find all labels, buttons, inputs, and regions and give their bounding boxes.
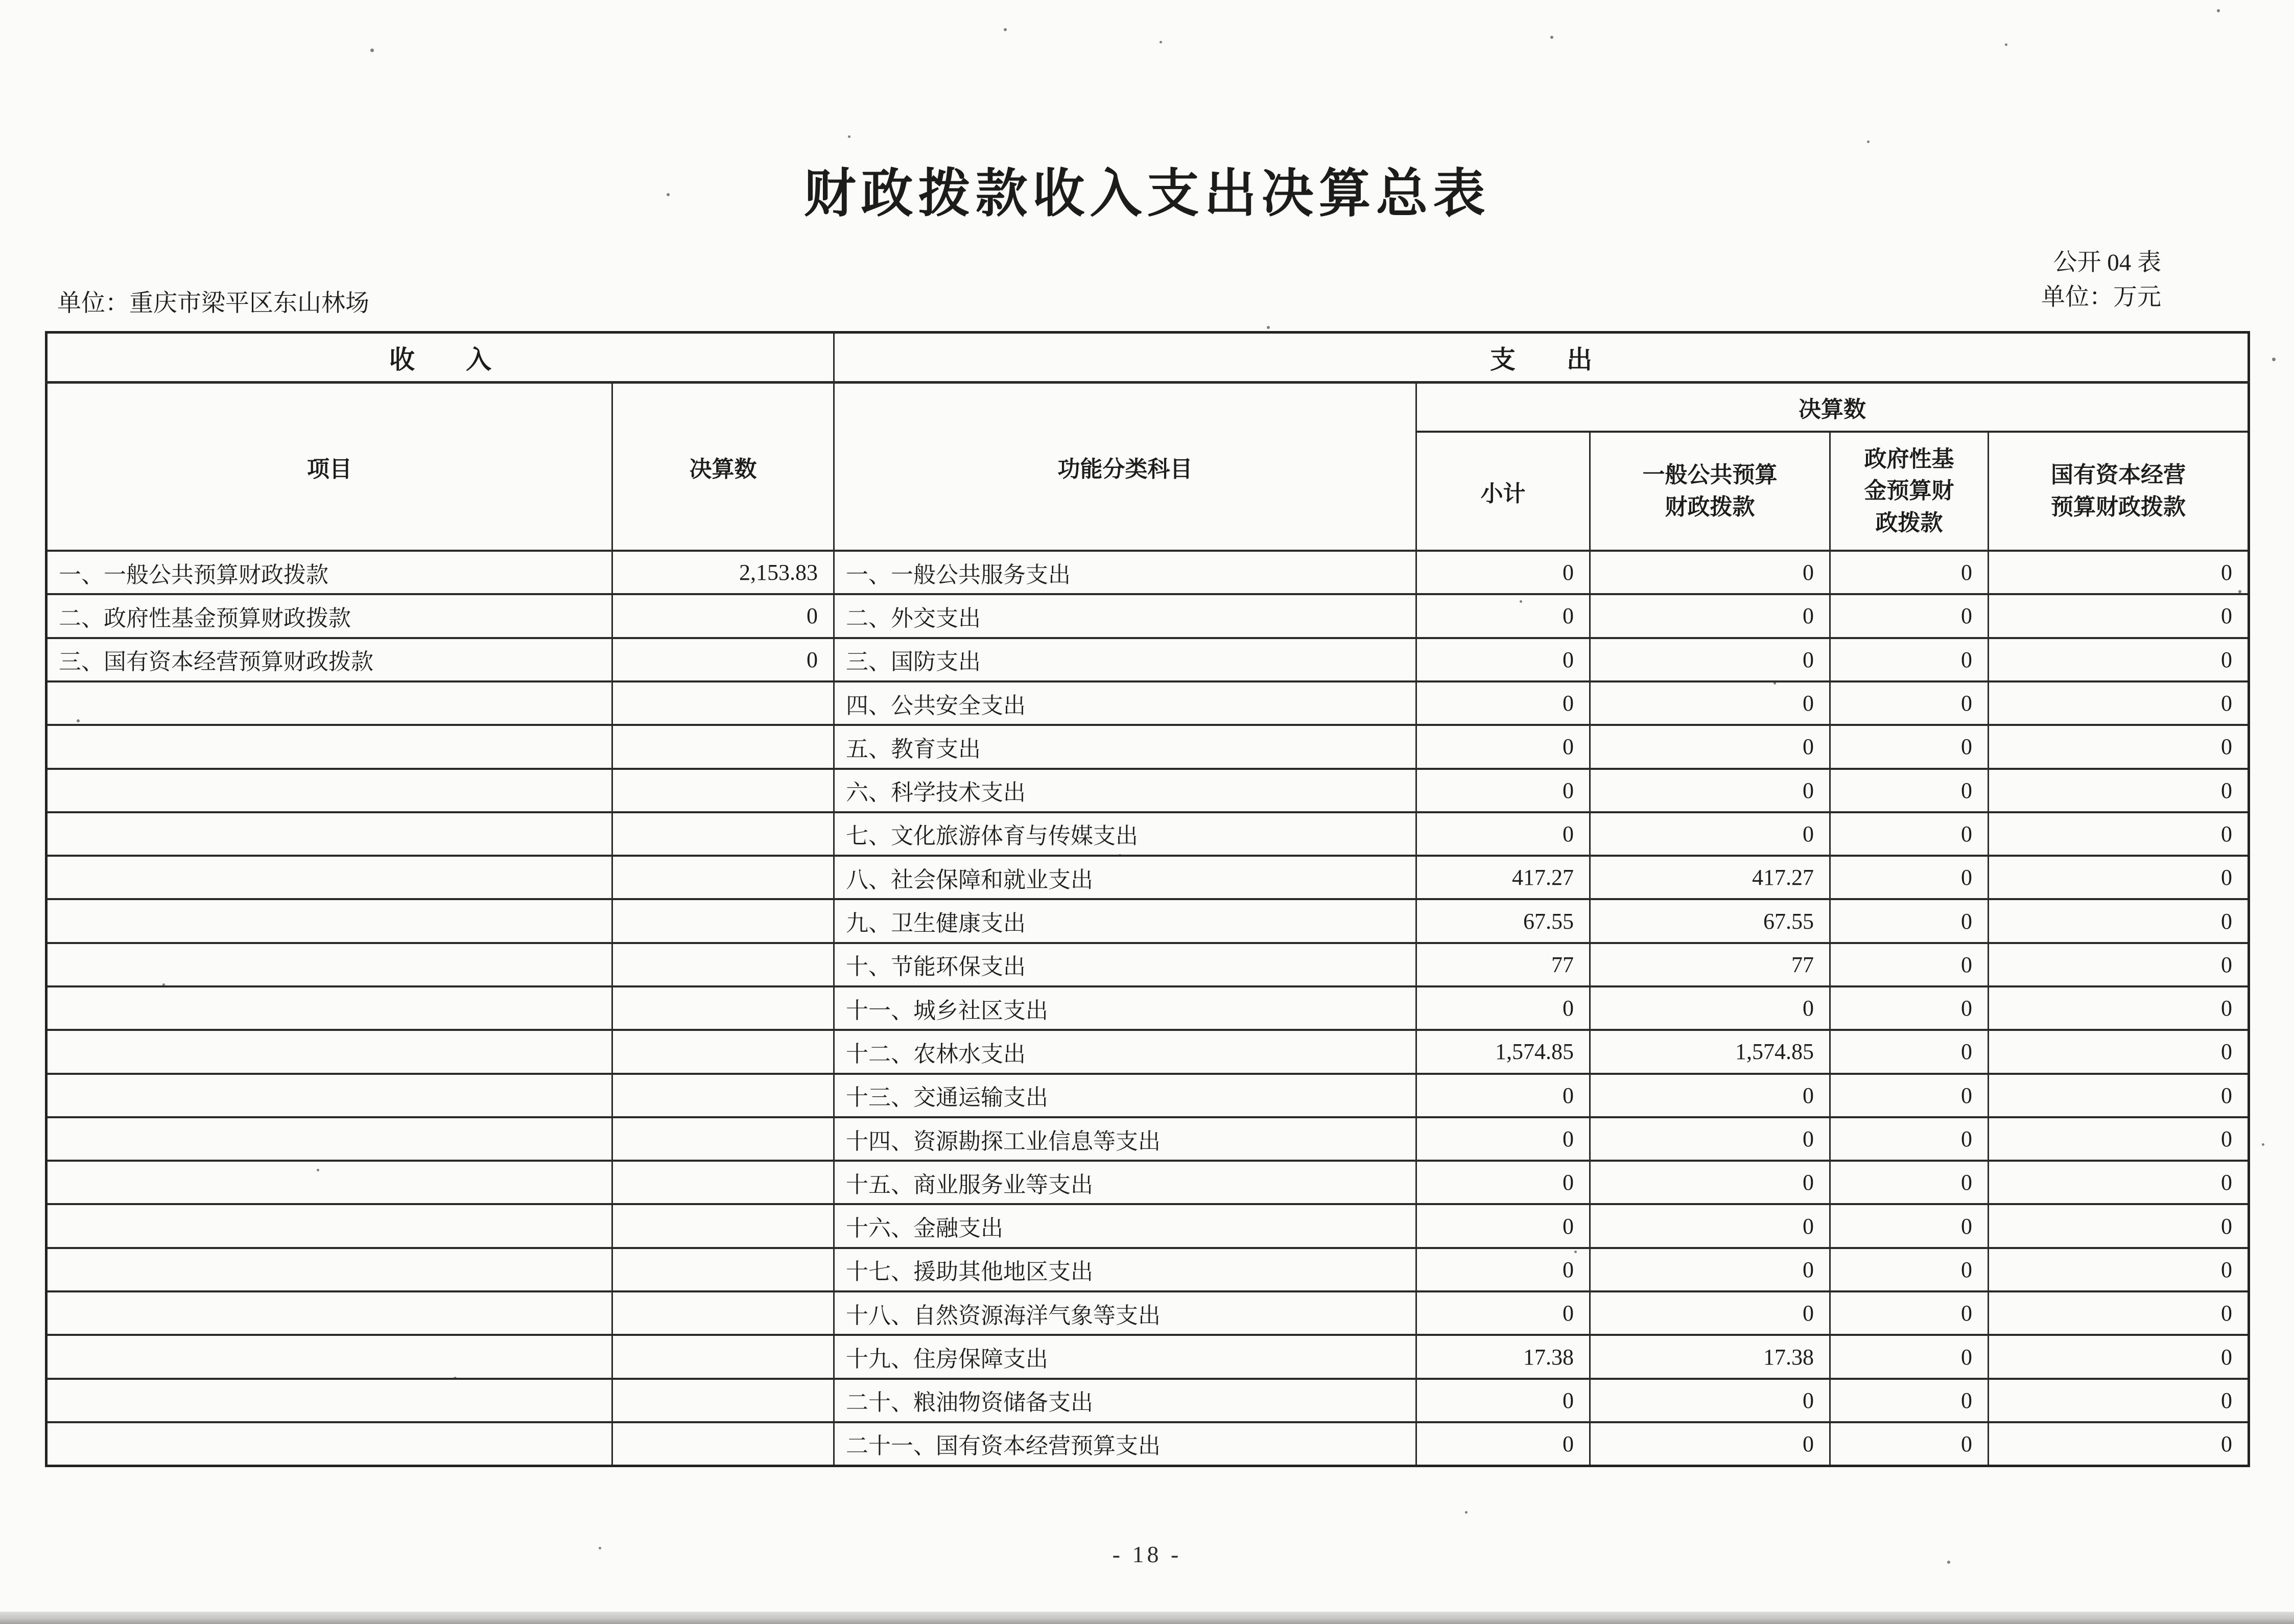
col-header-income-item: 项目 bbox=[46, 383, 612, 551]
income-amount bbox=[612, 1074, 834, 1117]
expense-statecap: 0 bbox=[1989, 856, 2249, 899]
income-amount bbox=[612, 943, 834, 986]
expense-item: 十二、农林水支出 bbox=[834, 1030, 1416, 1073]
expense-statecap: 0 bbox=[1989, 899, 2249, 943]
expense-subtotal: 417.27 bbox=[1416, 856, 1590, 899]
expense-item: 三、国防支出 bbox=[834, 638, 1416, 681]
expense-item: 十六、金融支出 bbox=[834, 1204, 1416, 1248]
expense-subtotal: 0 bbox=[1416, 812, 1590, 856]
expense-govfund: 0 bbox=[1830, 681, 1989, 725]
income-item bbox=[46, 725, 612, 768]
table-row bbox=[46, 1161, 2249, 1204]
expense-item: 八、社会保障和就业支出 bbox=[834, 856, 1416, 899]
expense-govfund: 0 bbox=[1830, 1379, 1989, 1422]
table-row bbox=[46, 856, 2249, 899]
unit-name-label: 单位：重庆市梁平区东山林场 bbox=[57, 290, 369, 317]
col-header-gov-fund: 政府性基金预算财政拨款 bbox=[1830, 432, 1989, 551]
income-amount bbox=[612, 1248, 834, 1291]
expense-general: 0 bbox=[1590, 1422, 1830, 1466]
income-item: 三、国有资本经营预算财政拨款 bbox=[46, 638, 612, 681]
expense-statecap: 0 bbox=[1989, 769, 2249, 812]
expense-govfund: 0 bbox=[1830, 1248, 1989, 1291]
income-amount bbox=[612, 899, 834, 943]
expense-statecap: 0 bbox=[1989, 1335, 2249, 1378]
table-row bbox=[46, 681, 2249, 725]
expense-govfund: 0 bbox=[1830, 769, 1989, 812]
expense-statecap: 0 bbox=[1989, 1074, 2249, 1117]
income-item bbox=[46, 769, 612, 812]
table-row bbox=[46, 1117, 2249, 1161]
income-item bbox=[46, 1248, 612, 1291]
expense-statecap: 0 bbox=[1989, 943, 2249, 986]
expense-general: 0 bbox=[1590, 1248, 1830, 1291]
expense-general: 0 bbox=[1590, 986, 1830, 1030]
expense-item: 十九、住房保障支出 bbox=[834, 1335, 1416, 1378]
expense-subtotal: 0 bbox=[1416, 1204, 1590, 1248]
expense-statecap: 0 bbox=[1989, 1161, 2249, 1204]
table-row bbox=[46, 812, 2249, 856]
table-row bbox=[46, 1422, 2249, 1466]
expense-general: 0 bbox=[1590, 551, 1830, 594]
expense-item: 二十一、国有资本经营预算支出 bbox=[834, 1422, 1416, 1466]
col-header-subtotal: 小计 bbox=[1416, 432, 1590, 551]
col-header-state-capital: 国有资本经营预算财政拨款 bbox=[1989, 432, 2249, 551]
expense-statecap: 0 bbox=[1989, 681, 2249, 725]
expense-statecap: 0 bbox=[1989, 1248, 2249, 1291]
expense-govfund: 0 bbox=[1830, 1117, 1989, 1161]
expense-statecap: 0 bbox=[1989, 1422, 2249, 1466]
income-item bbox=[46, 1117, 612, 1161]
income-amount bbox=[612, 812, 834, 856]
expense-statecap: 0 bbox=[1989, 594, 2249, 638]
income-item bbox=[46, 1161, 612, 1204]
section-header-row bbox=[46, 333, 2249, 383]
col-header-expense-amount-group: 决算数 bbox=[1416, 383, 2249, 432]
expense-item: 四、公共安全支出 bbox=[834, 681, 1416, 725]
table-row bbox=[46, 1030, 2249, 1073]
income-item: 一、一般公共预算财政拨款 bbox=[46, 551, 612, 594]
expense-subtotal: 77 bbox=[1416, 943, 1590, 986]
expense-subtotal: 0 bbox=[1416, 769, 1590, 812]
income-amount bbox=[612, 856, 834, 899]
expense-subtotal: 0 bbox=[1416, 725, 1590, 768]
expense-statecap: 0 bbox=[1989, 812, 2249, 856]
income-amount bbox=[612, 1204, 834, 1248]
expense-statecap: 0 bbox=[1989, 1379, 2249, 1422]
expense-item: 七、文化旅游体育与传媒支出 bbox=[834, 812, 1416, 856]
expense-subtotal: 0 bbox=[1416, 1379, 1590, 1422]
table-row bbox=[46, 769, 2249, 812]
income-item bbox=[46, 1335, 612, 1378]
column-header-row bbox=[46, 383, 2249, 432]
expense-statecap: 0 bbox=[1989, 1204, 2249, 1248]
expense-govfund: 0 bbox=[1830, 1291, 1989, 1335]
income-item bbox=[46, 812, 612, 856]
income-section-header: 收 入 bbox=[46, 333, 834, 383]
fiscal-appropriation-table bbox=[45, 331, 2250, 1467]
expense-item: 一、一般公共服务支出 bbox=[834, 551, 1416, 594]
expense-statecap: 0 bbox=[1989, 1030, 2249, 1073]
expense-general: 0 bbox=[1590, 1204, 1830, 1248]
expense-govfund: 0 bbox=[1830, 1161, 1989, 1204]
expense-item: 五、教育支出 bbox=[834, 725, 1416, 768]
expense-general: 0 bbox=[1590, 1074, 1830, 1117]
income-amount bbox=[612, 1030, 834, 1073]
table-row bbox=[46, 1291, 2249, 1335]
income-amount bbox=[612, 1117, 834, 1161]
expense-statecap: 0 bbox=[1989, 551, 2249, 594]
expense-item: 九、卫生健康支出 bbox=[834, 899, 1416, 943]
table-row bbox=[46, 1379, 2249, 1422]
income-item bbox=[46, 1204, 612, 1248]
table-row bbox=[46, 594, 2249, 638]
expense-subtotal: 0 bbox=[1416, 1422, 1590, 1466]
expense-item: 十五、商业服务业等支出 bbox=[834, 1161, 1416, 1204]
expense-govfund: 0 bbox=[1830, 943, 1989, 986]
table-meta bbox=[2041, 245, 2161, 315]
currency-unit-note: 单位：万元 bbox=[2041, 284, 2161, 311]
expense-item: 十八、自然资源海洋气象等支出 bbox=[834, 1291, 1416, 1335]
income-item bbox=[46, 681, 612, 725]
table-row bbox=[46, 1335, 2249, 1378]
expense-subtotal: 0 bbox=[1416, 551, 1590, 594]
expense-general: 0 bbox=[1590, 1117, 1830, 1161]
expense-subtotal: 0 bbox=[1416, 1161, 1590, 1204]
income-item bbox=[46, 986, 612, 1030]
expense-govfund: 0 bbox=[1830, 551, 1989, 594]
expense-general: 0 bbox=[1590, 812, 1830, 856]
expense-statecap: 0 bbox=[1989, 1291, 2249, 1335]
expense-general: 417.27 bbox=[1590, 856, 1830, 899]
expense-item: 十七、援助其他地区支出 bbox=[834, 1248, 1416, 1291]
income-item: 二、政府性基金预算财政拨款 bbox=[46, 594, 612, 638]
col-header-general-budget: 一般公共预算财政拨款 bbox=[1590, 432, 1830, 551]
income-item bbox=[46, 899, 612, 943]
expense-govfund: 0 bbox=[1830, 1030, 1989, 1073]
expense-subtotal: 0 bbox=[1416, 1248, 1590, 1291]
expense-subtotal: 17.38 bbox=[1416, 1335, 1590, 1378]
income-amount: 2,153.83 bbox=[612, 551, 834, 594]
expense-govfund: 0 bbox=[1830, 899, 1989, 943]
expense-govfund: 0 bbox=[1830, 986, 1989, 1030]
income-item bbox=[46, 943, 612, 986]
table-row bbox=[46, 1204, 2249, 1248]
expense-item: 十三、交通运输支出 bbox=[834, 1074, 1416, 1117]
table-row bbox=[46, 986, 2249, 1030]
income-amount bbox=[612, 1335, 834, 1378]
table-row bbox=[46, 638, 2249, 681]
expense-general: 67.55 bbox=[1590, 899, 1830, 943]
expense-general: 17.38 bbox=[1590, 1335, 1830, 1378]
expense-general: 0 bbox=[1590, 594, 1830, 638]
expense-subtotal: 0 bbox=[1416, 986, 1590, 1030]
expense-subtotal: 0 bbox=[1416, 1074, 1590, 1117]
income-amount bbox=[612, 986, 834, 1030]
income-item bbox=[46, 1422, 612, 1466]
expense-general: 0 bbox=[1590, 769, 1830, 812]
income-amount: 0 bbox=[612, 594, 834, 638]
table-code: 公开 04 表 bbox=[2053, 249, 2161, 276]
income-amount bbox=[612, 725, 834, 768]
expense-general: 0 bbox=[1590, 1291, 1830, 1335]
expense-general: 0 bbox=[1590, 1161, 1830, 1204]
expense-govfund: 0 bbox=[1830, 594, 1989, 638]
page-title: 财政拨款收入支出决算总表 bbox=[803, 166, 1491, 223]
expense-govfund: 0 bbox=[1830, 1074, 1989, 1117]
expense-item: 十、节能环保支出 bbox=[834, 943, 1416, 986]
expense-statecap: 0 bbox=[1989, 1117, 2249, 1161]
expense-govfund: 0 bbox=[1830, 725, 1989, 768]
expense-item: 十四、资源勘探工业信息等支出 bbox=[834, 1117, 1416, 1161]
expense-statecap: 0 bbox=[1989, 986, 2249, 1030]
table-row bbox=[46, 1248, 2249, 1291]
expense-statecap: 0 bbox=[1989, 638, 2249, 681]
expense-general: 0 bbox=[1590, 1379, 1830, 1422]
income-item bbox=[46, 1291, 612, 1335]
income-amount bbox=[612, 1161, 834, 1204]
expense-general: 0 bbox=[1590, 725, 1830, 768]
expense-item: 二十、粮油物资储备支出 bbox=[834, 1379, 1416, 1422]
expense-item: 二、外交支出 bbox=[834, 594, 1416, 638]
income-item bbox=[46, 1379, 612, 1422]
table-row bbox=[46, 943, 2249, 986]
income-item bbox=[46, 856, 612, 899]
expense-section-header: 支 出 bbox=[834, 333, 2249, 383]
income-amount bbox=[612, 769, 834, 812]
expense-govfund: 0 bbox=[1830, 812, 1989, 856]
income-item bbox=[46, 1074, 612, 1117]
income-amount bbox=[612, 1422, 834, 1466]
expense-general: 0 bbox=[1590, 638, 1830, 681]
expense-item: 六、科学技术支出 bbox=[834, 769, 1416, 812]
expense-govfund: 0 bbox=[1830, 638, 1989, 681]
expense-govfund: 0 bbox=[1830, 1204, 1989, 1248]
expense-subtotal: 1,574.85 bbox=[1416, 1030, 1590, 1073]
expense-general: 1,574.85 bbox=[1590, 1030, 1830, 1073]
income-amount: 0 bbox=[612, 638, 834, 681]
col-header-income-amount: 决算数 bbox=[612, 383, 834, 551]
income-amount bbox=[612, 1291, 834, 1335]
expense-subtotal: 0 bbox=[1416, 681, 1590, 725]
expense-general: 77 bbox=[1590, 943, 1830, 986]
income-amount bbox=[612, 1379, 834, 1422]
table-row bbox=[46, 551, 2249, 594]
expense-statecap: 0 bbox=[1989, 725, 2249, 768]
expense-govfund: 0 bbox=[1830, 1335, 1989, 1378]
expense-subtotal: 0 bbox=[1416, 1117, 1590, 1161]
page-number: - 18 - bbox=[1112, 1541, 1182, 1567]
income-item bbox=[46, 1030, 612, 1073]
scan-edge bbox=[0, 1612, 2294, 1624]
expense-item: 十一、城乡社区支出 bbox=[834, 986, 1416, 1030]
expense-govfund: 0 bbox=[1830, 856, 1989, 899]
expense-general: 0 bbox=[1590, 681, 1830, 725]
expense-subtotal: 67.55 bbox=[1416, 899, 1590, 943]
expense-subtotal: 0 bbox=[1416, 594, 1590, 638]
table-row bbox=[46, 1074, 2249, 1117]
table-row bbox=[46, 899, 2249, 943]
expense-govfund: 0 bbox=[1830, 1422, 1989, 1466]
table-row bbox=[46, 725, 2249, 768]
expense-subtotal: 0 bbox=[1416, 1291, 1590, 1335]
col-header-expense-item: 功能分类科目 bbox=[834, 383, 1416, 551]
expense-subtotal: 0 bbox=[1416, 638, 1590, 681]
income-amount bbox=[612, 681, 834, 725]
